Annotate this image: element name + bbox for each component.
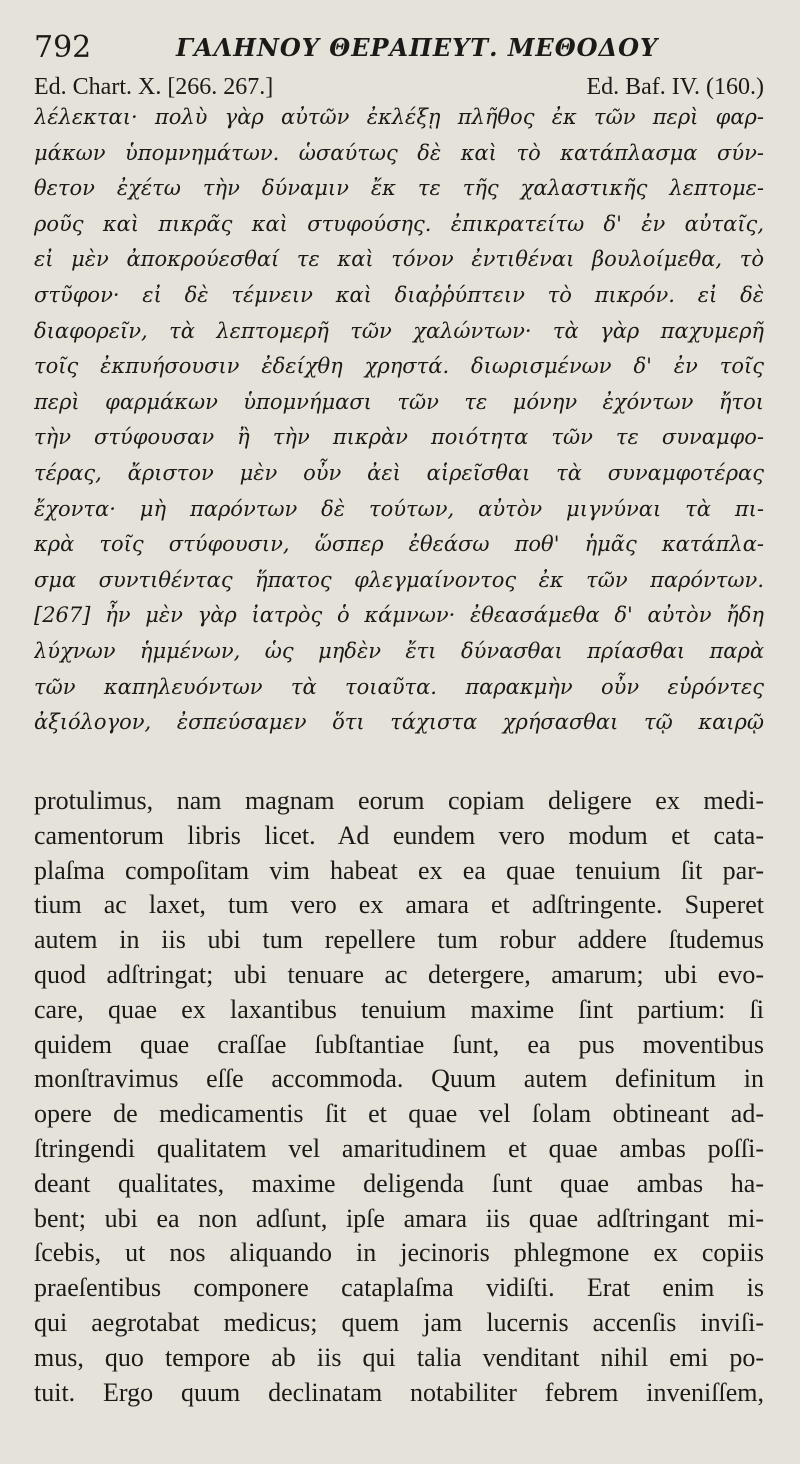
latin-text-line: care, quae ex laxantibus tenuium maxime ſint partium: ſi — [34, 994, 764, 1024]
latin-text-line: autem in iis ubi tum repellere tum robur addere ſtudemus — [34, 925, 764, 955]
latin-text-line: ſcebis, ut nos aliquando in jecinoris phlegmone ex copiis — [34, 1238, 764, 1268]
latin-text-line: tium ac laxet, tum vero ex amara et adſtringente. Superet — [34, 890, 764, 920]
greek-text-line: εἰ μὲν ἀποκρούεσθαί τε καὶ τόνον ἐντιθέναι βουλοίμεθα, τὸ — [34, 247, 764, 272]
greek-text-line: περὶ φαρμάκων ὑπομνήμασι τῶν τε μόνην ἐχόντων ἤτοι — [34, 389, 764, 414]
greek-text-line: τέρας, ἄριστον μὲν οὖν ἀεὶ αἱρεῖσθαι τὰ συναμφοτέρας — [34, 460, 764, 485]
latin-text-line: quidem quae craſſae ſubſtantiae ſunt, ea pus moventibus — [34, 1029, 764, 1059]
greek-text-line: κρὰ τοῖς στύφουσιν, ὥσπερ ἐθεάσω ποθ' ἡμᾶς κατάπλα- — [34, 532, 764, 557]
greek-text-line: τῶν καπηλευόντων τὰ τοιαῦτα. παρακμὴν οὖν εὑρόντες — [34, 674, 764, 699]
greek-text-line: τὴν στύφουσαν ἢ τὴν πικρὰν ποιότητα τῶν τε συναμφο- — [34, 425, 764, 450]
latin-text-line: opere de medicamentis ſit et quae vel ſolam obtineant ad- — [34, 1099, 764, 1129]
greek-text-block — [34, 100, 764, 741]
greek-text-line: ἀξιόλογον, ἐσπεύσαμεν ὅτι τάχιστα χρήσασθαι τῷ καιρῷ — [34, 710, 764, 735]
latin-text-line: qui aegrotabat medicus; quem jam lucernis accenſis inviſi- — [34, 1307, 764, 1337]
greek-text-line: θετον ἐχέτω τὴν δύναμιν ἔκ τε τῆς χαλαστικῆς λεπτομε- — [34, 176, 764, 201]
greek-text-line: μάκων ὑπομνημάτων. ὡσαύτως δὲ καὶ τὸ κατάπλασμα σύν- — [34, 140, 764, 165]
latin-text-line: quod adſtringat; ubi tenuare ac detergere, amarum; ubi evo- — [34, 959, 764, 989]
greek-text-line: [267] ἦν μὲν γὰρ ἰατρὸς ὁ κάμνων· ἐθεασάμεθα δ' αὐτὸν ἤδη — [34, 603, 764, 628]
running-head: ΓΑΛΗΝΟΥ ΘΕΡΑΠΕΥΤ. ΜΕΘΟΔΟΥ — [176, 33, 659, 62]
greek-text-line: τοῖς ἐκπυήσουσιν ἐδείχθη χρηστά. διωρισμένων δ' ἐν τοῖς — [34, 354, 764, 379]
edition-chartier-reference: Ed. Chart. X. [266. 267.] — [34, 74, 274, 100]
latin-text-line: tuit. Ergo quum declinatam notabiliter febrem inveniſſem, — [34, 1377, 764, 1407]
greek-text-line: λύχνων ἡμμένων, ὡς μηδὲν ἔτι δύνασθαι πρίασθαι παρὰ — [34, 638, 764, 663]
page-number: 792 — [34, 30, 92, 65]
latin-text-line: deant qualitates, maxime deligenda ſunt quae ambas ha- — [34, 1168, 764, 1198]
latin-text-block — [34, 784, 764, 1410]
greek-text-line: διαφορεῖν, τὰ λεπτομερῆ τῶν χαλώντων· τὰ γὰρ παχυμερῆ — [34, 318, 764, 343]
greek-text-line: στῦφον· εἰ δὲ τέμνειν καὶ διαῤῥύπτειν τὸ πικρόν. εἰ δὲ — [34, 282, 764, 307]
latin-text-line: praeſentibus componere cataplaſma vidiſti. Erat enim is — [34, 1273, 764, 1303]
latin-text-line: monſtravimus eſſe accommoda. Quum autem definitum in — [34, 1064, 764, 1094]
latin-text-line: mus, quo tempore ab iis qui talia venditant nihil emi po- — [34, 1342, 764, 1372]
greek-text-line: λέλεκται· πολὺ γὰρ αὐτῶν ἐκλέξῃ πλῆθος ἐκ τῶν περὶ φαρ- — [34, 105, 764, 129]
greek-text-line: σμα συντιθέντας ἥπατος φλεγμαίνοντος ἐκ τῶν παρόντων. — [34, 567, 764, 592]
edition-basel-reference: Ed. Baf. IV. (160.) — [586, 74, 764, 100]
latin-text-line: plaſma compoſitam vim habeat ex ea quae tenuium ſit par- — [34, 855, 764, 885]
page-header — [34, 30, 774, 70]
latin-text-line: protulimus, nam magnam eorum copiam deligere ex medi- — [34, 786, 764, 815]
greek-text-line: ἔχοντα· μὴ παρόντων δὲ τούτων, αὐτὸν μιγνύναι τὰ πι- — [34, 496, 764, 521]
latin-text-line: bent; ubi ea non adſunt, ipſe amara iis quae adſtringant mi- — [34, 1203, 764, 1233]
greek-text-line: ροῦς καὶ πικρᾶς καὶ στυφούσης. ἐπικρατείτω δ' ἐν αὐταῖς, — [34, 211, 764, 236]
latin-text-line: camentorum libris licet. Ad eundem vero modum et cata- — [34, 820, 764, 850]
edition-references — [34, 72, 764, 102]
latin-text-line: ſtringendi qualitatem vel amaritudinem et quae ambas poſſi- — [34, 1133, 764, 1163]
